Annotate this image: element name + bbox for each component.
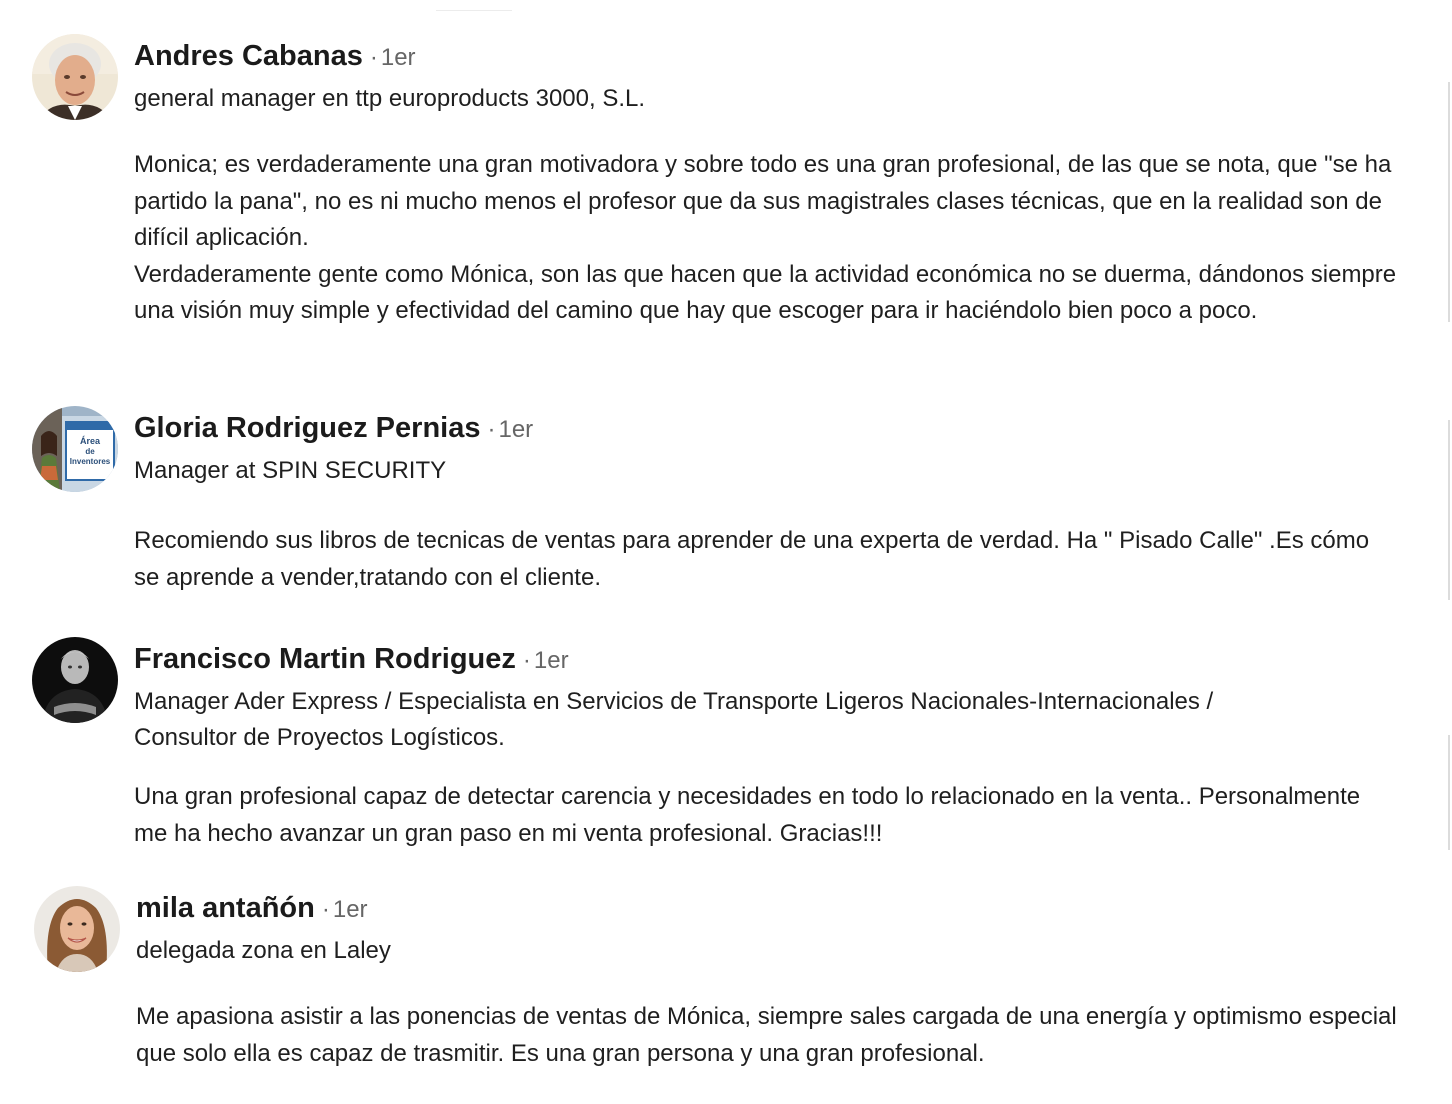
recommendation-text	[134, 779, 1399, 852]
recommender-headline	[134, 684, 1399, 756]
avatar-photo-woman-with-sign	[32, 406, 118, 492]
recommendation-paragraph: Me apasiona asistir a las ponencias de ventas de Mónica, siempre sales cargada de una energía y optimismo especial que solo ella es capaz de trasmitir. Es una gran persona y una gran profesional.	[136, 1003, 1397, 1067]
headline-line: Manager at SPIN SECURITY	[134, 457, 447, 484]
connection-degree: 1er	[498, 416, 534, 443]
avatar-photo-man-dark	[32, 637, 118, 723]
headline-line: Consultor de Proyectos Logísticos.	[134, 724, 505, 751]
headline-line: general manager en ttp europroducts 3000, S.L.	[134, 85, 646, 112]
recommender-headline	[134, 453, 1399, 489]
headline-line: delegada zona en Laley	[136, 937, 391, 964]
separator-dot: ·	[522, 647, 531, 674]
avatar[interactable]	[32, 406, 118, 492]
scrollbar-track-segment	[1448, 420, 1450, 600]
connection-degree: 1er	[380, 44, 416, 71]
avatar[interactable]	[32, 637, 118, 723]
sign-line: Inventores	[69, 457, 111, 466]
sign-line: Área	[79, 436, 101, 446]
recommender-headline	[136, 933, 1401, 969]
top-divider	[436, 10, 512, 11]
recommendation-text	[134, 523, 1399, 596]
avatar-photo-woman-smiling	[34, 886, 120, 972]
recommendation-paragraph: Verdaderamente gente como Mónica, son las que hacen que la actividad económica no se duerma, dándonos siempre una visión muy simple y efectividad del camino que hay que escoger para ir haciéndolo bien poco a poco.	[134, 260, 1397, 324]
separator-dot: ·	[321, 896, 330, 923]
separator-dot: ·	[487, 416, 496, 443]
recommender-name[interactable]: Francisco Martin Rodriguez	[134, 643, 516, 675]
recommendation-text	[136, 999, 1401, 1072]
recommendation-paragraph: Monica; es verdaderamente una gran motivadora y sobre todo es una gran profesional, de las que se nota, que "se ha partido la pana", no es ni mucho menos el profesor que da sus magistrales clases técnicas, que en la realidad son de difícil aplicación.	[134, 151, 1392, 251]
scrollbar-track[interactable]	[1448, 82, 1450, 322]
recommendation-paragraph: Una gran profesional capaz de detectar carencia y necesidades en todo lo relacionado en la venta.. Personalmente me ha hecho avanzar un gran paso en mi venta profesional. Gracias!!!	[134, 783, 1361, 847]
sign-line: de	[85, 447, 95, 456]
connection-degree: 1er	[533, 647, 569, 674]
separator-dot: ·	[369, 44, 378, 71]
headline-line: Manager Ader Express / Especialista en Servicios de Transporte Ligeros Nacionales-Internacionales /	[134, 688, 1214, 715]
scrollbar-track-segment-lower	[1448, 735, 1450, 850]
recommender-headline	[134, 81, 1399, 117]
recommender-name[interactable]: mila antañón	[136, 892, 315, 924]
connection-degree: 1er	[332, 896, 368, 923]
recommendation-text	[134, 147, 1399, 330]
avatar[interactable]	[34, 886, 120, 972]
recommendation-paragraph: Recomiendo sus libros de tecnicas de ventas para aprender de una experta de verdad. Ha " Pisado Calle" .Es cómo se aprende a vender,tratando con el cliente.	[134, 527, 1370, 591]
recommender-name[interactable]: Andres Cabanas	[134, 40, 363, 72]
recommender-name[interactable]: Gloria Rodriguez Pernias	[134, 412, 481, 444]
avatar[interactable]	[32, 34, 118, 120]
avatar-photo-older-man	[32, 34, 118, 120]
